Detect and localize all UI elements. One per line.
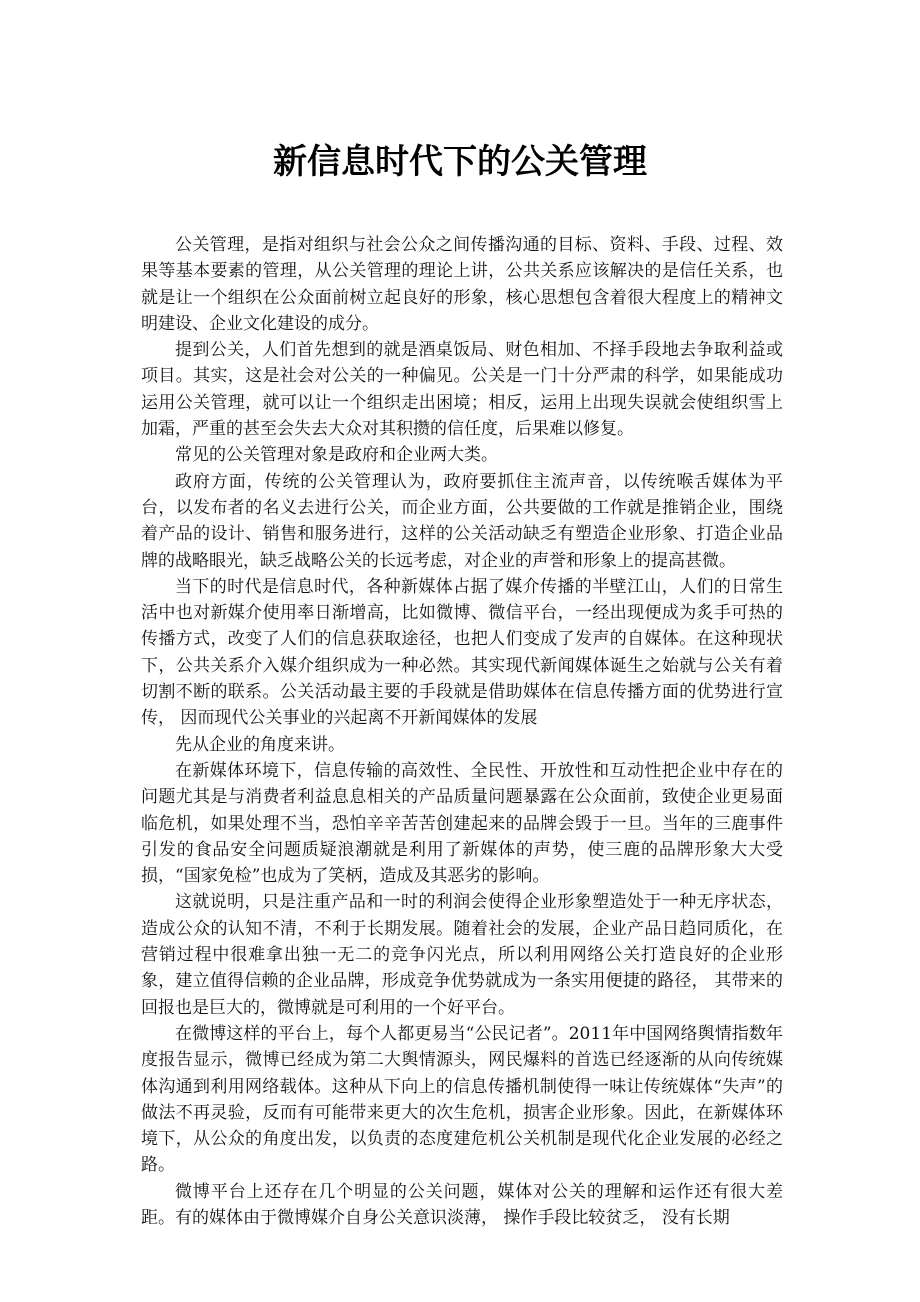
paragraph: 在微博这样的平台上，每个人都更易当“公民记者”。2011年中国网络舆情指数年度报告显示，微博已经成为第二大舆情源头，网民爆料的首选已经逐渐的从向传统媒体沟通到利用网络载体。这种从下向上的信息传播机制使得一味让传统媒体“失声”的做法不再灵验，反而有可能带来更大的次生危机，损害企业形象。因此，在新媒体环境下，从公众的角度出发，以负责的态度建危机公关机制是现代化企业发展的必经之路。: [141, 1023, 783, 1176]
paragraph: 提到公关，人们首先想到的就是酒桌饭局、财色相加、不择手段地去争取利益或项目。其实，这是社会对公关的一种偏见。公关是一门十分严肃的科学，如果能成功运用公关管理，就可以让一个组织走出困境；相反，运用上出现失误就会使组织雪上加霜，严重的甚至会失去大众对其积攒的信任度，后果难以修复。: [141, 340, 783, 440]
paragraph: 常见的公关管理对象是政府和企业两大类。: [175, 445, 498, 466]
paragraph: 政府方面，传统的公关管理认为，政府要抓住主流声音，以传统喉舌媒体为平台，以发布者的名义去进行公关，而企业方面，公共要做的工作就是推销企业，围绕着产品的设计、销售和服务进行，这样的公关活动缺乏有塑造企业形象、打造企业品牌的战略眼光，缺乏战略公关的长远考虑，对企业的声誉和形象上的提高甚微。: [141, 471, 783, 571]
paragraph: 当下的时代是信息时代，各种新媒体占据了媒介传播的半壁江山，人们的日常生活中也对新媒介使用率日渐增高，比如微博、微信平台，一经出现便成为炙手可热的传播方式，改变了人们的信息获取途径，也把人们变成了发声的自媒体。在这种现状下，公共关系介入媒介组织成为一种必然。其实现代新闻媒体诞生之始就与公关有着切割不断的联系。公关活动最主要的手段就是借助媒体在信息传播方面的优势进行宣传， 因而现代公关事业的兴起离不开新闻媒体的发展: [141, 576, 783, 729]
document-title: 新信息时代下的公关管理: [273, 142, 647, 182]
document-body: [141, 232, 783, 1231]
paragraph: 微博平台上还存在几个明显的公关问题，媒体对公关的理解和运作还有很大差距。有的媒体由于微博媒介自身公关意识淡薄， 操作手段比较贫乏， 没有长期: [141, 1181, 783, 1228]
paragraph: 这就说明，只是注重产品和一时的利润会使得企业形象塑造处于一种无序状态，造成公众的认知不清，不利于长期发展。随着社会的发展，企业产品日趋同质化，在营销过程中很难拿出独一无二的竞争闪光点，所以利用网络公关打造良好的企业形象，建立值得信赖的企业品牌，形成竞争优势就成为一条实用便捷的路径， 其带来的回报也是巨大的，微博就是可利用的一个好平台。: [141, 892, 783, 1018]
paragraph: 公关管理，是指对组织与社会公众之间传播沟通的目标、资料、手段、过程、效果等基本要素的管理，从公关管理的理论上讲，公共关系应该解决的是信任关系，也就是让一个组织在公众面前树立起良好的形象，核心思想包含着很大程度上的精神文明建设、企业文化建设的成分。: [141, 235, 783, 334]
paragraph: 先从企业的角度来讲。: [175, 734, 345, 755]
paragraph: 在新媒体环境下，信息传输的高效性、全民性、开放性和互动性把企业中存在的问题尤其是与消费者利益息息相关的产品质量问题暴露在公众面前，致使企业更易面临危机，如果处理不当，恐怕辛辛苦苦创建起来的品牌会毁于一旦。当年的三鹿事件引发的食品安全问题质疑浪潮就是利用了新媒体的声势，使三鹿的品牌形象大大受损，“国家免检”也成为了笑柄，造成及其恶劣的影响。: [141, 760, 783, 887]
